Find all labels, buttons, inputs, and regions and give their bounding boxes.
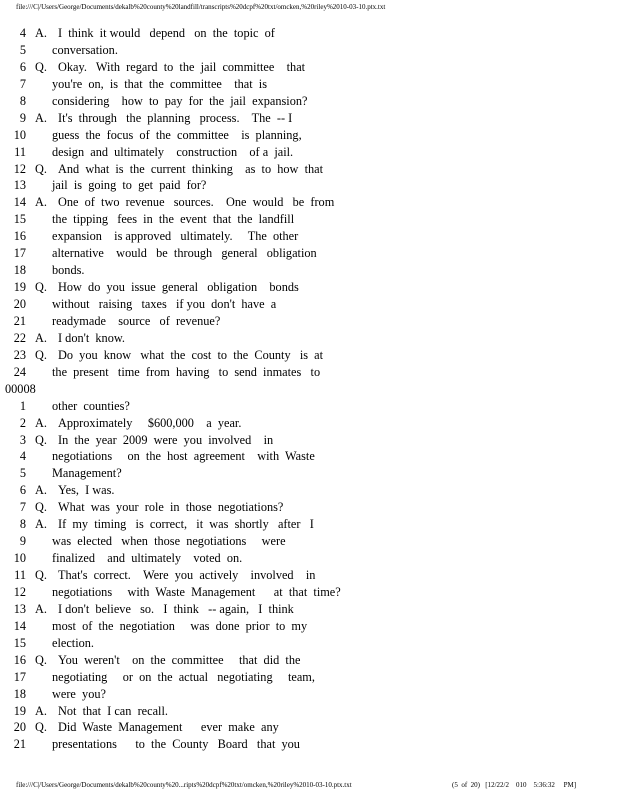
line-number: 9 (19, 534, 26, 549)
line-text: guess the focus of the committee is planning, (52, 127, 302, 142)
transcript-line (0, 347, 618, 364)
line-text: readymade source of revenue? (52, 313, 221, 328)
speaker-label: Q. (35, 432, 47, 447)
line-text: other counties? (52, 398, 130, 413)
line-number: 1 (19, 398, 26, 413)
line-number: 16 (13, 229, 26, 244)
line-number: 12 (13, 584, 26, 599)
speaker-label: Q. (35, 652, 47, 667)
transcript-line (0, 381, 618, 398)
line-text: Did Waste Management ever make any (58, 720, 279, 735)
line-number: 5 (19, 42, 26, 57)
line-text: Approximately $600,000 a year. (58, 415, 242, 430)
transcript-line (0, 703, 618, 720)
transcript-line (0, 635, 618, 652)
line-number: 6 (19, 483, 26, 498)
transcript-line (0, 144, 618, 161)
transcript-line (0, 228, 618, 245)
line-number: 2 (19, 415, 26, 430)
line-text: you're on, is that the committee that is (52, 76, 267, 91)
line-number: 15 (13, 635, 26, 650)
line-text: bonds. (52, 263, 85, 278)
line-number: 21 (13, 313, 26, 328)
line-number: 20 (13, 297, 26, 311)
line-number: 12 (13, 161, 26, 176)
line-text: What was your role in those negotiations? (58, 500, 284, 515)
transcript-line (0, 415, 618, 432)
line-number: 13 (13, 601, 26, 616)
line-number: 4 (19, 26, 26, 40)
transcript-line (0, 59, 618, 76)
speaker-label: Q. (35, 161, 47, 176)
transcript-line (0, 669, 618, 686)
line-text: conversation. (52, 42, 118, 57)
page-marker: 00008 (5, 381, 36, 396)
line-number: 24 (13, 364, 26, 379)
line-text: considering how to pay for the jail expansion? (52, 93, 308, 108)
transcript-line (0, 432, 618, 449)
line-number: 20 (13, 720, 26, 735)
line-number: 19 (13, 703, 26, 718)
line-text: I think it would depend on the topic of (58, 26, 275, 40)
transcript-line (0, 42, 618, 59)
line-text: alternative would be through general obligation (52, 246, 317, 261)
line-text: And what is the current thinking as to how that (58, 161, 324, 176)
transcript-line (0, 482, 618, 499)
transcript-line (0, 110, 618, 127)
line-text: jail is going to get paid for? (52, 178, 207, 193)
line-text: It's through the planning process. The -- I (58, 110, 293, 125)
line-text: the tipping fees in the event that the landfill (52, 212, 295, 227)
line-number: 17 (13, 669, 26, 684)
transcript-line (0, 245, 618, 262)
speaker-label: A. (35, 483, 47, 498)
speaker-label: Q. (35, 720, 47, 735)
line-number: 10 (13, 551, 26, 566)
footer-file-path: file:///C|/Users/George/Documents/dekalb%20county%20...ripts%20dcpf%20txt/omcken,%20riley%2010-03-10.ptx.txt (16, 781, 352, 789)
line-text: That's correct. Were you actively involved in (58, 568, 316, 582)
transcript-line (0, 364, 618, 381)
line-text: Yes, I was. (58, 483, 115, 498)
transcript-body (0, 25, 618, 753)
line-number: 11 (14, 568, 26, 582)
transcript-line (0, 93, 618, 110)
line-number: 7 (19, 76, 26, 91)
transcript-line (0, 25, 618, 42)
line-text: Not that I can recall. (58, 703, 168, 718)
transcript-line (0, 211, 618, 228)
transcript-line (0, 313, 618, 330)
transcript-line (0, 398, 618, 415)
transcript-line (0, 736, 618, 753)
line-number: 18 (13, 686, 26, 701)
line-text: I don't know. (58, 330, 125, 345)
line-text: You weren't on the committee that did the (58, 652, 301, 667)
line-number: 19 (13, 280, 26, 295)
transcript-line (0, 76, 618, 93)
line-text: negotiations on the host agreement with Waste (52, 449, 315, 464)
transcript-line (0, 465, 618, 482)
transcript-line (0, 177, 618, 194)
line-number: 4 (19, 449, 26, 464)
line-number: 9 (19, 110, 26, 125)
line-number: 15 (13, 212, 26, 227)
speaker-label: A. (35, 330, 47, 345)
transcript-line (0, 601, 618, 618)
line-number: 21 (13, 737, 26, 752)
transcript-line (0, 719, 618, 736)
line-text: design and ultimately construction of a jail. (52, 144, 294, 159)
speaker-label: A. (35, 517, 47, 532)
line-number: 10 (13, 127, 26, 142)
line-text: negotiating or on the actual negotiating team, (52, 669, 315, 684)
line-number: 8 (19, 93, 26, 108)
footer-page-info: (5 of 20) [12/22/2 010 5:36:32 PM] (452, 781, 577, 789)
transcript-line (0, 652, 618, 669)
line-number: 3 (19, 432, 26, 447)
speaker-label: A. (35, 601, 47, 616)
line-number: 5 (19, 466, 26, 481)
speaker-label: Q. (35, 280, 47, 295)
speaker-label: A. (35, 703, 47, 718)
line-text: presentations to the County Board that you (52, 737, 300, 752)
speaker-label: A. (35, 26, 47, 40)
speaker-label: Q. (35, 59, 47, 74)
line-text: finalized and ultimately voted on. (52, 551, 243, 566)
transcript-line (0, 533, 618, 550)
speaker-label: A. (35, 415, 47, 430)
line-number: 11 (14, 144, 26, 159)
line-text: election. (52, 635, 94, 650)
transcript-line (0, 686, 618, 703)
line-text: How do you issue general obligation bonds (58, 280, 299, 295)
transcript-line (0, 499, 618, 516)
transcript-line (0, 161, 618, 178)
line-text: Management? (52, 466, 122, 481)
line-number: 8 (19, 517, 26, 532)
transcript-line (0, 279, 618, 296)
line-number: 7 (19, 500, 26, 515)
line-text: were you? (52, 686, 106, 701)
line-number: 17 (13, 246, 26, 261)
line-number: 14 (13, 618, 26, 633)
line-text: without raising taxes if you don't have a (52, 297, 277, 311)
line-text: the present time from having to send inmates to (52, 364, 321, 379)
line-number: 18 (13, 263, 26, 278)
line-text: Okay. With regard to the jail committee that (58, 59, 306, 74)
transcript-line (0, 448, 618, 465)
speaker-label: A. (35, 195, 47, 210)
transcript-line (0, 550, 618, 567)
line-number: 23 (13, 347, 26, 362)
transcript-line (0, 127, 618, 144)
speaker-label: Q. (35, 568, 47, 582)
transcript-line (0, 262, 618, 279)
line-text: One of two revenue sources. One would be from (58, 195, 335, 210)
line-number: 14 (13, 195, 26, 210)
line-text: If my timing is correct, it was shortly after I (58, 517, 314, 532)
line-number: 13 (13, 178, 26, 193)
transcript-line (0, 584, 618, 601)
line-text: most of the negotiation was done prior to my (52, 618, 308, 633)
line-text: I don't believe so. I think -- again, I think (58, 601, 294, 616)
line-text: negotiations with Waste Management at that time? (52, 584, 341, 599)
transcript-line (0, 618, 618, 635)
transcript-line (0, 296, 618, 313)
speaker-label: Q. (35, 500, 47, 515)
line-text: was elected when those negotiations were (52, 534, 286, 549)
transcript-line (0, 567, 618, 584)
speaker-label: Q. (35, 347, 47, 362)
transcript-line (0, 194, 618, 211)
line-number: 22 (13, 330, 26, 345)
line-text: Do you know what the cost to the County is at (58, 347, 324, 362)
transcript-line (0, 330, 618, 347)
line-number: 16 (13, 652, 26, 667)
file-path-header: file:///C|/Users/George/Documents/dekalb%20county%20landfill/transcripts%20dcpf%20txt/omcken,%20riley%2010-03-10.ptx.txt (16, 3, 386, 11)
line-text: expansion is approved ultimately. The other (52, 229, 299, 244)
speaker-label: A. (35, 110, 47, 125)
line-number: 6 (19, 59, 26, 74)
transcript-line (0, 516, 618, 533)
line-text: In the year 2009 were you involved in (58, 432, 274, 447)
